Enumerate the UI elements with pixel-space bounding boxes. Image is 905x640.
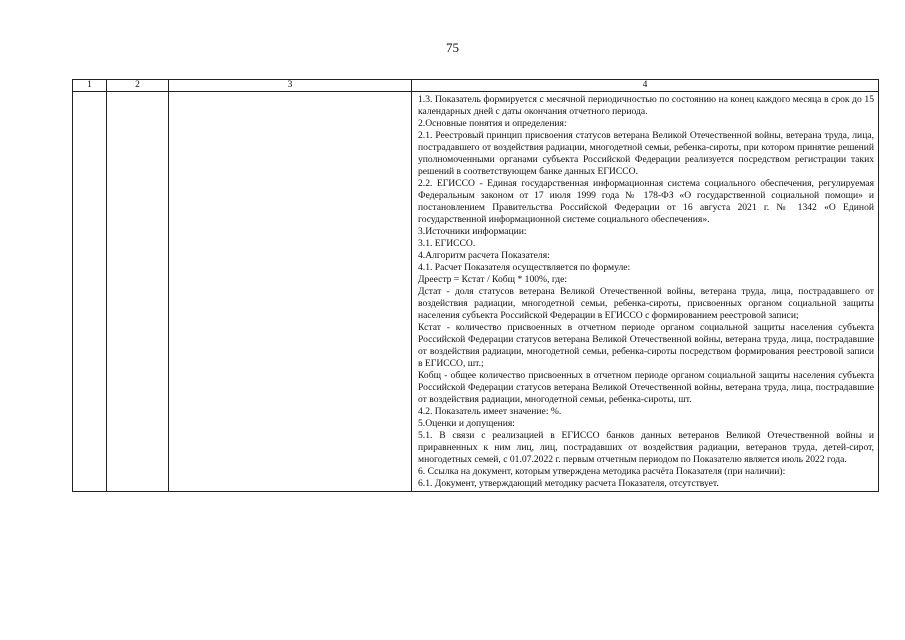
column-header-2: 2: [107, 80, 169, 92]
paragraph-formula: Дреестр = Кстат / Кобщ * 100%, где:: [418, 274, 568, 285]
paragraph-1-3-periodicity: 1.3. Показатель формируется с месячной периодичностью по состоянию на конец каждого месяца в срок до 15 календарных дней с даты окончания отчетного периода.: [418, 94, 874, 117]
cell-col-3: [169, 92, 412, 492]
column-header-1: 1: [73, 80, 107, 92]
table-row: [73, 92, 879, 492]
cell-col-2: [107, 92, 169, 492]
cell-col-4-content: [412, 92, 879, 492]
column-header-4: 4: [412, 80, 879, 92]
paragraph-5-1-assumption: 5.1. В связи с реализацией в ЕГИССО банков данных ветеранов Великой Отечественной войны и приравненных к ним лиц, лиц, пострадавших от воздействия радиации, ветеранов труда, детей-сирот, многодетных семей, с 01.07.2022 г. первым отчетным периодом по Показателю является июль 2022 года.: [418, 430, 874, 465]
column-header-3: 3: [169, 80, 412, 92]
paragraph-2-1-registry-principle: 2.1. Реестровый принцип присвоения статусов ветерана Великой Отечественной войны, ветерана труда, лица, пострадавшего от воздействия радиации, многодетной семьи, ребенка-сироты, при котором принятие решений уполномоченными органами субъекта Российской Федерации реализуется посредством регистрации таких решений в соответствующем банке данных ЕГИССО.: [418, 130, 874, 177]
paragraph-dstat-definition: Дстат - доля статусов ветерана Великой Отечественной войны, ветерана труда, лица, пострадавшего от воздействия радиации, многодетной семьи, ребенка-сироты, присвоенных органом социальной защиты населения субъекта Российской Федерации в ЕГИССО с формированием реестровой записи;: [418, 286, 874, 321]
document-table: [72, 79, 879, 492]
paragraph-4-1-formula-intro: 4.1. Расчет Показателя осуществляется по формуле:: [418, 262, 631, 273]
paragraph-4-algorithm-heading: 4.Алгоритм расчета Показателя:: [418, 250, 550, 261]
paragraph-6-1-reference: 6.1. Документ, утверждающий методику расчета Показателя, отсутствует.: [418, 478, 719, 489]
table-header-row: [73, 80, 879, 92]
paragraph-2-2-egisso: 2.2. ЕГИССО - Единая государственная информационная система социального обеспечения, регулируемая Федеральным законом от 17 июля 1999 года № 178-ФЗ «О государственной социальной помощи» и постановлением Правительства Российской Федерации от 16 августа 2021 г. № 1342 «О Единой государственной информационной системе социального обеспечения».: [418, 178, 874, 225]
paragraph-2-definitions-heading: 2.Основные понятия и определения:: [418, 118, 567, 129]
paragraph-4-2-unit: 4.2. Показатель имеет значение: %.: [418, 406, 562, 417]
paragraph-kstat-definition: Кстат - количество присвоенных в отчетном периоде органом социальной защиты населения субъекта Российской Федерации статусов ветерана Великой Отечественной войны, ветерана труда, лица, пострадавшие от воздействия радиации, многодетной семьи, ребенка-сироты посредством формирования реестровой записи в ЕГИССО, шт.;: [418, 322, 874, 369]
page-number: 75: [446, 40, 459, 55]
paragraph-6-reference-heading: 6. Ссылка на документ, которым утверждена методика расчёта Показателя (при наличии):: [418, 466, 786, 477]
paragraph-3-1-source: 3.1. ЕГИССО.: [418, 238, 476, 249]
paragraph-kobsch-definition: Кобщ - общее количество присвоенных в отчетном периоде органом социальной защиты населения субъекта Российской Федерации статусов ветерана Великой Отечественной войны, ветерана труда, лица, пострадавшие от воздействия радиации, многодетной семьи, ребенка-сироты, шт.: [418, 370, 874, 405]
cell-col-1: [73, 92, 107, 492]
paragraph-5-assumptions-heading: 5.Оценки и допущения:: [418, 418, 515, 429]
paragraph-3-sources-heading: 3.Источники информации:: [418, 226, 527, 237]
